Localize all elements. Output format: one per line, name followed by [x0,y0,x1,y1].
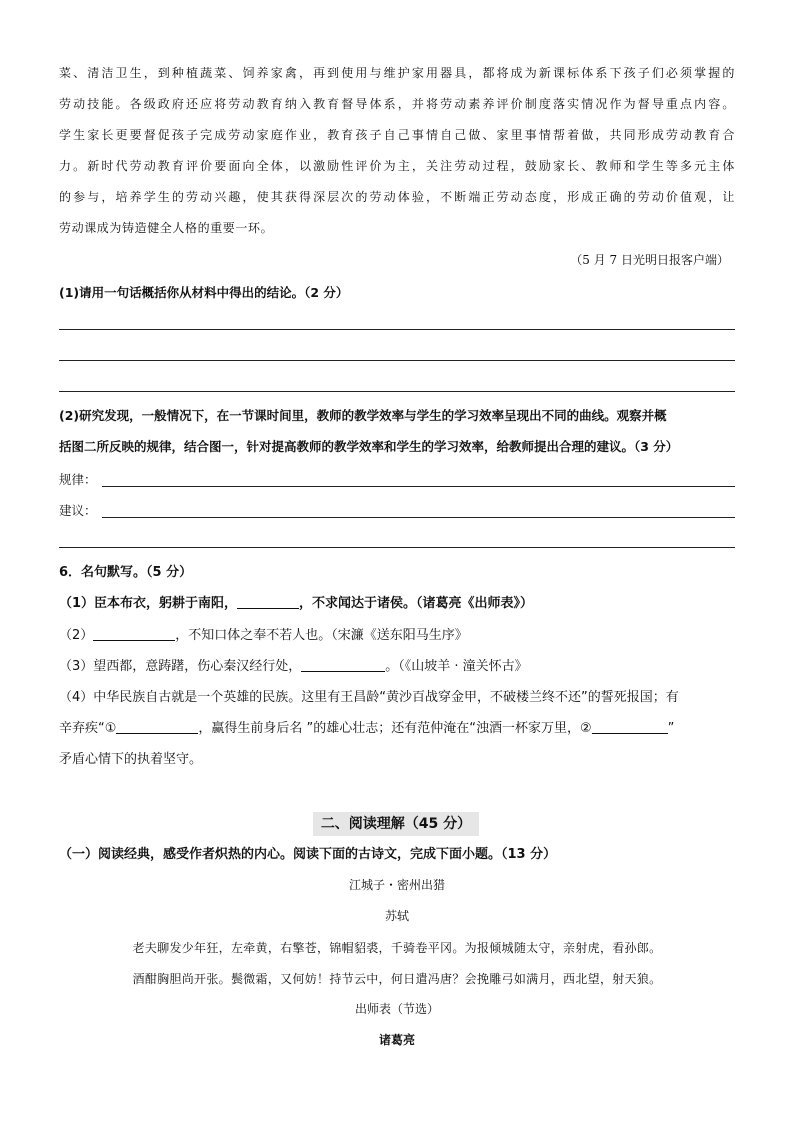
poem-title: 江城子・密州出猎 [348,878,445,892]
recitation-item-4-line [59,718,749,740]
section-2-title: 二、阅读理解（45 分） [313,812,479,836]
passage-line: 菜、清洁卫生，到种植蔬菜、饲养家禽，再到使用与维护家用器具，都将成为新课标体系下孩子们必须掌握的 [59,66,735,80]
question-6-title: 6．名句默写。（5 分） [59,565,193,580]
poem-author: 苏轼 [384,909,409,923]
poem-line: 酒酣胸胆尚开张。鬓微霜，又何妨！持节云中，何日遣冯唐？会挽雕弓如满月，西北望，射天狼。 [132,972,662,986]
advice-label: 建议： [59,503,97,518]
item-2-suffix: ，不知口体之奉不若人也。（宋濂《送东阳马生序》 [175,628,468,643]
question-1-prompt: (1)请用一句话概括你从材料中得出的结论。（2 分） [59,285,349,300]
recitation-item-4-line: 矛盾心情下的执着坚守。 [59,752,203,767]
recitation-item-1 [59,593,749,615]
rule-label: 规律： [59,472,97,487]
rule-answer-line[interactable] [102,486,735,487]
essay-title: 出师表（节选） [354,1002,439,1016]
recitation-item-4-line: （4）中华民族自古就是一个英雄的民族。这里有王昌龄“黄沙百战穿金甲，不破楼兰终不还”的誓死报国；有 [59,690,679,705]
passage-line: 的参与，培养学生的劳动兴趣，使其获得深层次的劳动体验，不断端正劳动态度，形成正确的劳动价值观，让 [59,190,735,204]
passage-line: 劳动课成为铸造健全人格的重要一环。 [59,221,274,235]
answer-line[interactable] [59,329,735,330]
recitation-item-2 [59,625,749,647]
fill-blank[interactable] [237,594,299,609]
answer-line[interactable] [59,391,735,392]
fill-blank[interactable] [116,719,198,734]
fill-blank[interactable] [592,719,668,734]
advice-answer-line[interactable] [102,517,735,518]
poem-line: 老夫聊发少年狂，左牵黄，右擎苍，锦帽貂裘，千骑卷平冈。为报倾城随太守，亲射虎，看孙郎。 [132,941,662,955]
item-2-prefix: （2） [59,628,94,643]
item-4-prefix: 辛弃疾“① [59,721,117,736]
item-4-middle: ，赢得生前身后名 ”的雄心壮志；还有范仲淹在“浊酒一杯家万里，② [198,721,592,736]
passage-line: 学生家长更要督促孩子完成劳动家庭作业，教育孩子自己事情自己做、家里事情帮着做，共同形成劳动教育合 [59,128,735,142]
recitation-item-3 [59,656,749,678]
fill-blank[interactable] [93,626,175,641]
question-2-prompt-line: 括图二所反映的规律，结合图一，针对提高教师的教学效率和学生的学习效率，给教师提出合理的建议。（3 分） [59,439,679,454]
passage-text [59,58,735,244]
passage-line: 力。新时代劳动教育评价要面向全体，以激励性评价为主，关注劳动过程，鼓励家长、教师和学生等多元主体 [59,159,735,173]
answer-line[interactable] [59,547,735,548]
passage-source: （5 月 7 日光明日报客户端） [570,253,729,267]
item-3-prefix: （3）望西都，意踌躇，伤心秦汉经行处， [59,659,302,674]
fill-blank[interactable] [301,657,385,672]
answer-line[interactable] [59,360,735,361]
essay-author: 诸葛亮 [378,1033,415,1047]
item-4-suffix: ” [667,721,675,736]
item-1-prefix: （1）臣本布衣，躬耕于南阳， [59,596,238,611]
item-1-suffix: ，不求闻达于诸侯。（诸葛亮《出师表》） [299,596,534,611]
section-2-subtitle: （一）阅读经典，感受作者炽热的内心。阅读下面的古诗文，完成下面小题。（13 分） [59,847,557,862]
item-3-suffix: 。（《山坡羊 · 潼关怀古》 [385,659,528,674]
passage-line: 劳动技能。各级政府还应将劳动教育纳入教育督导体系，并将劳动素养评价制度落实情况作为督导重点内容。 [59,97,735,111]
question-2-prompt-line: (2)研究发现，一般情况下，在一节课时间里，教师的教学效率与学生的学习效率呈现出不同的曲线。观察并概 [59,408,667,423]
